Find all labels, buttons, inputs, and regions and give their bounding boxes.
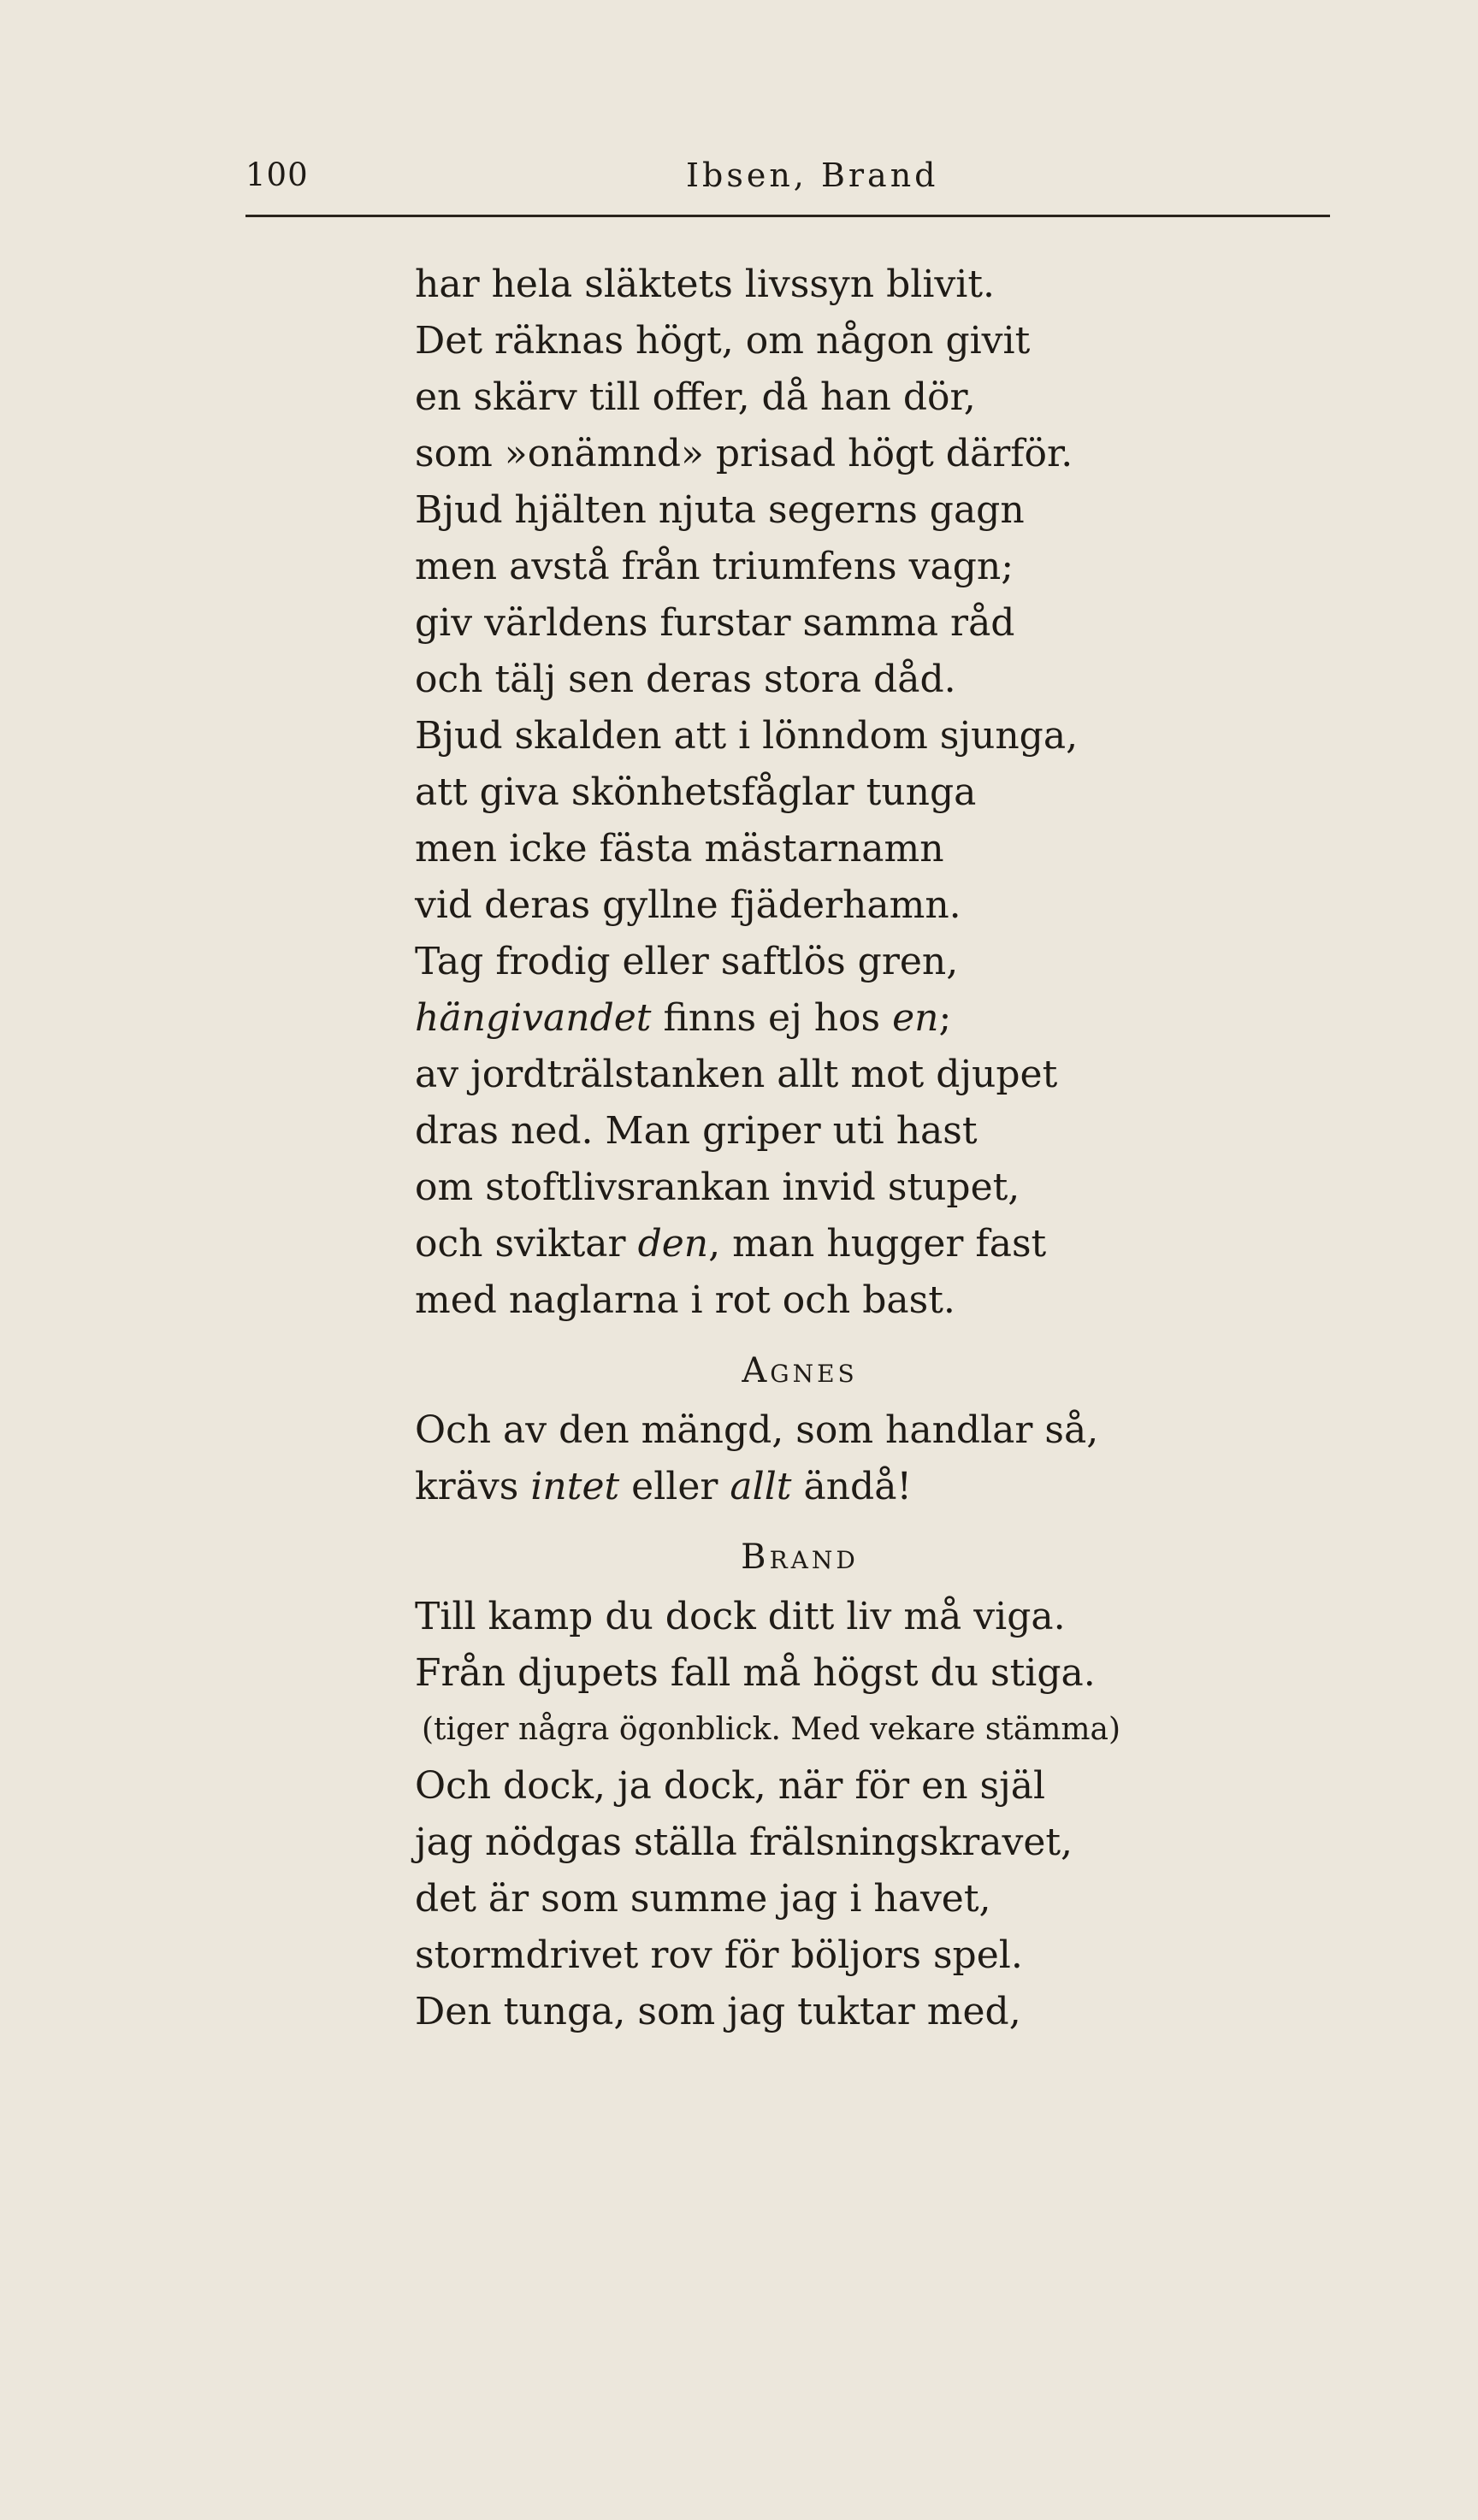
- verse-line: dras ned. Man griper uti hast: [415, 1109, 978, 1153]
- verse-fragment: ;: [938, 996, 952, 1040]
- speaker-agnes: Agnes: [742, 1351, 858, 1390]
- verse-line: men avstå från triumfens vagn;: [415, 545, 1014, 588]
- verse-line: av jordträlstanken allt mot djupet: [415, 1053, 1058, 1096]
- verse-line: Till kamp du dock ditt liv må viga.: [415, 1595, 1066, 1638]
- verse-line: jag nödgas ställa frälsningskravet,: [415, 1821, 1073, 1864]
- verse-line: [415, 1459, 1185, 1515]
- verse-fragment: ändå!: [791, 1465, 913, 1508]
- verse-fragment: finns ej hos: [651, 996, 893, 1040]
- italic-word: allt: [730, 1465, 792, 1508]
- verse-line: Från djupets fall må högst du stiga.: [415, 1651, 1096, 1695]
- running-title: Ibsen, Brand: [686, 156, 939, 194]
- header-rule: [245, 215, 1330, 217]
- verse-line: med naglarna i rot och bast.: [415, 1278, 955, 1322]
- verse-line: att giva skönhetsfåglar tunga: [415, 770, 977, 814]
- verse-line: [415, 990, 1185, 1047]
- verse-line: det är som summe jag i havet,: [415, 1877, 991, 1921]
- verse-line: Den tunga, som jag tuktar med,: [415, 1990, 1021, 2033]
- verse-line: stormdrivet rov för böljors spel.: [415, 1933, 1023, 1977]
- verse-fragment: krävs: [415, 1465, 531, 1508]
- verse-line: Bjud skalden att i lönndom sjunga,: [415, 714, 1079, 758]
- italic-word: en: [892, 996, 939, 1040]
- page-number: 100: [245, 156, 309, 193]
- verse-line: [415, 1216, 1185, 1272]
- verse-fragment: , man hugger fast: [708, 1222, 1047, 1266]
- verse-line: Tag frodig eller saftlös gren,: [415, 940, 959, 983]
- stage-direction: (tiger några ögonblick. Med vekare stämma): [422, 1712, 1121, 1747]
- verse-line: giv världens furstar samma råd: [415, 601, 1015, 645]
- verse-line: Och av den mängd, som handlar så,: [415, 1408, 1099, 1452]
- verse-line: om stoftlivsrankan invid stupet,: [415, 1166, 1020, 1209]
- verse-text: [415, 257, 1185, 2040]
- verse-line: Bjud hjälten njuta segerns gagn: [415, 488, 1025, 532]
- verse-fragment: och sviktar: [415, 1222, 638, 1266]
- verse-line: en skärv till offer, då han dör,: [415, 375, 976, 419]
- italic-word: den: [637, 1222, 709, 1266]
- speaker-brand: Brand: [741, 1537, 859, 1577]
- verse-line: Det räknas högt, om någon givit: [415, 319, 1031, 363]
- italic-word: intet: [530, 1465, 620, 1508]
- verse-line: men icke fästa mästarnamn: [415, 827, 944, 870]
- verse-line: och tälj sen deras stora dåd.: [415, 658, 956, 701]
- verse-line: vid deras gyllne fjäderhamn.: [415, 883, 961, 927]
- verse-line: har hela släktets livssyn blivit.: [415, 263, 996, 306]
- verse-line: Och dock, ja dock, när för en själ: [415, 1764, 1046, 1808]
- verse-line: som »onämnd» prisad högt därför.: [415, 432, 1073, 475]
- verse-fragment: eller: [619, 1465, 730, 1508]
- italic-word: hängivandet: [415, 996, 652, 1040]
